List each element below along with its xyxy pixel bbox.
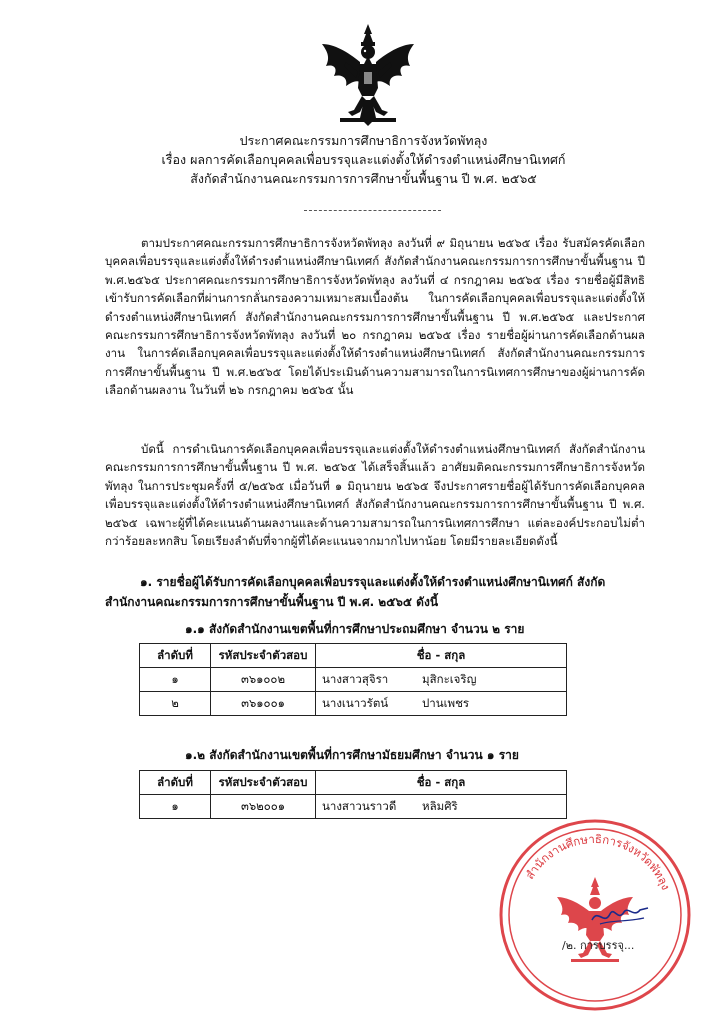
cell-code: ๓๖๒๐๐๑ <box>211 795 316 819</box>
table-row <box>140 692 567 716</box>
last-name: มุสิกะเจริญ <box>422 671 477 686</box>
subsection-1-2-heading: ๑.๒ สังกัดสำนักงานเขตพื้นที่การศึกษามัธยมศึกษา จำนวน ๑ ราย <box>185 748 519 762</box>
paragraph-2 <box>105 440 645 550</box>
header-name: ชื่อ - สกุล <box>316 644 567 668</box>
table-header-row <box>140 644 567 668</box>
garuda-emblem-icon <box>318 22 418 130</box>
section-1-heading: ๑. รายชื่อผู้ได้รับการคัดเลือกบุคคลเพื่อบรรจุและแต่งตั้งให้ดำรงตำแหน่งศึกษานิเทศก์ สังกัด <box>140 575 606 589</box>
divider-line <box>304 210 441 211</box>
first-name: นางเนาวรัตน์ <box>322 695 389 710</box>
results-table-primary <box>139 643 567 716</box>
last-name: หลิมศิริ <box>422 798 458 813</box>
header-order: ลำดับที่ <box>140 644 211 668</box>
first-name: นางสาวนราวดี <box>322 798 397 813</box>
announcement-subject: เรื่อง ผลการคัดเลือกบุคคลเพื่อบรรจุและแต่งตั้งให้ดำรงตำแหน่งศึกษานิเทศก์ <box>161 152 566 167</box>
stamp-text-path: สำนักงานศึกษาธิการจังหวัดพัทลุง <box>522 831 674 892</box>
cell-order: ๑ <box>140 668 211 692</box>
results-table-secondary <box>139 770 567 819</box>
signature-mark <box>590 900 650 930</box>
cell-order: ๑ <box>140 795 211 819</box>
cell-name <box>316 668 567 692</box>
cell-name <box>316 692 567 716</box>
header-order: ลำดับที่ <box>140 771 211 795</box>
cell-code: ๓๖๑๐๐๒ <box>211 668 316 692</box>
cell-code: ๓๖๑๐๐๑ <box>211 692 316 716</box>
announcement-title: ประกาศคณะกรรมการศึกษาธิการจังหวัดพัทลุง <box>239 133 488 148</box>
continuation-note: /๒. การบรรจุ... <box>562 939 635 952</box>
first-name: นางสาวสุจิรา <box>322 671 389 686</box>
table-row <box>140 668 567 692</box>
cell-order: ๒ <box>140 692 211 716</box>
subsection-1-1-heading: ๑.๑ สังกัดสำนักงานเขตพื้นที่การศึกษาประถมศึกษา จำนวน ๒ ราย <box>185 622 525 636</box>
last-name: ปานเพชร <box>422 695 470 710</box>
header-name: ชื่อ - สกุล <box>316 771 567 795</box>
header-code: รหัสประจำตัวสอบ <box>211 771 316 795</box>
section-1-heading-cont: สำนักงานคณะกรรมการการศึกษาขั้นพื้นฐาน ปี พ.ศ. ๒๕๖๕ ดังนี้ <box>105 595 439 609</box>
announcement-affiliation: สังกัดสำนักงานคณะกรรมการการศึกษาขั้นพื้นฐาน ปี พ.ศ. ๒๕๖๕ <box>190 171 537 186</box>
paragraph-1-text: ตามประกาศคณะกรรมการศึกษาธิการจังหวัดพัทลุง ลงวันที่ ๙ มิถุนายน ๒๕๖๕ เรื่อง รับสมัครคัดเลือกบุคคลเพื่อบรรจุและแต่งตั้งให้ดำรงตำแหน่งศึกษานิเทศก์ สังกัดสำนักงานคณะกรรมการการศึกษาขั้นพื้นฐาน ปี พ.ศ.๒๕๖๕ ประกาศคณะกรรมการศึกษาธิการจังหวัดพัทลุง ลงวันที่ ๔ กรกฎาคม ๒๕๖๕ เรื่อง รายชื่อผู้มีสิทธิเข้ารับการคัดเลือกที่ผ่านการกลั่นกรองความเหมาะสมเบื้องต้น ในการคัดเลือกบุคคลเพื่อบรรจุและแต่งตั้งให้ดำรงตำแหน่งศึกษานิเทศก์ สังกัดสำนักงานคณะกรรมการการศึกษาขั้นพื้นฐาน ปี พ.ศ.๒๕๖๕ และประกาศคณะกรรมการศึกษาธิการจังหวัดพัทลุง ลงวันที่ ๒๐ กรกฎาคม ๒๕๖๕ เรื่อง รายชื่อผู้ผ่านการคัดเลือกด้านผลงาน ในการคัดเลือกบุคคลเพื่อบรรจุและแต่งตั้งให้ดำรงตำแหน่งศึกษานิเทศก์ สังกัดสำนักงานคณะกรรมการการศึกษาขั้นพื้นฐาน ปี พ.ศ.๒๕๖๕ โดยได้ประเมินด้านความสามารถในการนิเทศการศึกษาของผู้ผ่านการคัดเลือกด้านผลงาน ในวันที่ ๒๖ กรกฎาคม ๒๕๖๕ นั้น <box>105 236 645 398</box>
header-code: รหัสประจำตัวสอบ <box>211 644 316 668</box>
paragraph-1 <box>105 234 645 400</box>
table-header-row <box>140 771 567 795</box>
paragraph-2-text: บัดนี้ การดำเนินการคัดเลือกบุคคลเพื่อบรรจุและแต่งตั้งให้ดำรงตำแหน่งศึกษานิเทศก์ สังกัดสำนักงานคณะกรรมการการศึกษาขั้นพื้นฐาน ปี พ.ศ. ๒๕๖๕ ได้เสร็จสิ้นแล้ว อาศัยมติคณะกรรมการศึกษาธิการจังหวัดพัทลุง ในการประชุมครั้งที่ ๕/๒๕๖๕ เมื่อวันที่ ๑ มิถุนายน ๒๕๖๕ จึงประกาศรายชื่อผู้ได้รับการคัดเลือกบุคคลเพื่อบรรจุและแต่งตั้งให้ดำรงตำแหน่งศึกษานิเทศก์ สังกัดสำนักงานคณะกรรมการการศึกษาขั้นพื้นฐาน ปี พ.ศ. ๒๕๖๕ เฉพาะผู้ที่ได้คะแนนด้านผลงานและด้านความสามารถในการนิเทศการศึกษา แต่ละองค์ประกอบไม่ต่ำกว่าร้อยละหกสิบ โดยเรียงลำดับที่จากผู้ที่ได้คะแนนจากมากไปหาน้อย โดยมีรายละเอียดดังนี้ <box>105 442 645 549</box>
